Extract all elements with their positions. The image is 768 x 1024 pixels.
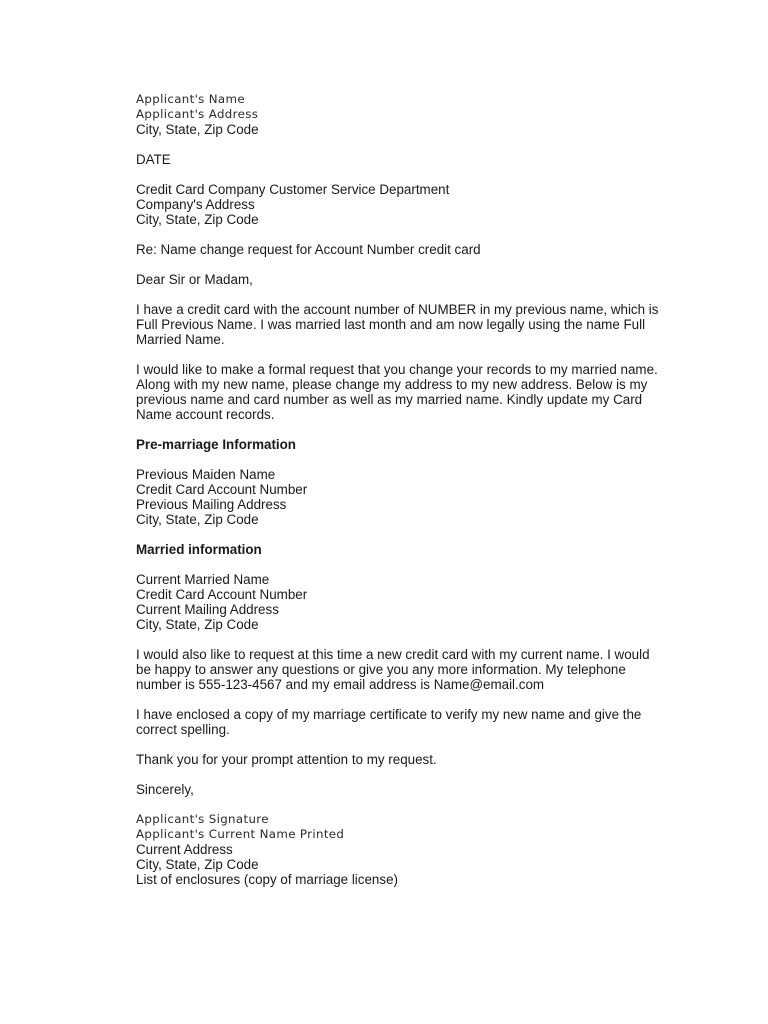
signature-city-state-zip: City, State, Zip Code [136,857,259,872]
sender-city-state-zip: City, State, Zip Code [136,122,259,137]
paragraph-line: I would like to make a formal request that you change your records to my married name. [136,362,658,377]
recipient-block [136,182,696,227]
list-item: Previous Maiden Name [136,467,276,482]
paragraph-line: previous name and card number as well as my married name. Kindly update my Card [136,392,643,407]
paragraph-line: be happy to answer any questions or give you any more information. My telephone [136,662,626,677]
paragraph-5: Thank you for your prompt attention to my request. [136,752,437,767]
signature-block [136,812,696,887]
paragraph-line: I would also like to request at this time a new credit card with my current name. I would [136,647,650,662]
paragraph-line: number is 555-123-4567 and my email address is Name@email.com [136,677,545,692]
list-item: Credit Card Account Number [136,587,308,602]
closing: Sincerely, [136,782,194,797]
pre-marriage-list [136,467,696,527]
salutation: Dear Sir or Madam, [136,272,253,287]
paragraph-line: I have enclosed a copy of my marriage certificate to verify my new name and give the [136,707,642,722]
sender-block [136,92,696,137]
paragraph-line: Married Name. [136,332,225,347]
letter-date: DATE [136,152,171,167]
paragraph-line: Full Previous Name. I was married last month and am now legally using the name Full [136,317,646,332]
sender-address: Applicant's Address [136,107,259,121]
paragraph-line: Along with my new name, please change my address to my new address. Below is my [136,377,648,392]
paragraph-4 [136,707,696,737]
list-item: Current Married Name [136,572,270,587]
list-item: Current Mailing Address [136,602,279,617]
paragraph-line: I have a credit card with the account number of NUMBER in my previous name, which is [136,302,659,317]
letter-page [136,92,696,887]
recipient-city-state-zip: City, State, Zip Code [136,212,259,227]
signature-address: Current Address [136,842,233,857]
list-item: City, State, Zip Code [136,617,259,632]
list-item: Credit Card Account Number [136,482,308,497]
printed-name: Applicant's Current Name Printed [136,827,345,841]
recipient-department: Credit Card Company Customer Service Department [136,182,450,197]
paragraph-1 [136,302,696,347]
paragraph-line: correct spelling. [136,722,230,737]
enclosures-list: List of enclosures (copy of marriage license) [136,872,398,887]
paragraph-line: Name account records. [136,407,275,422]
list-item: City, State, Zip Code [136,512,259,527]
recipient-address: Company's Address [136,197,255,212]
signature-line: Applicant's Signature [136,812,269,826]
paragraph-3 [136,647,696,692]
paragraph-2 [136,362,696,422]
subject-line: Re: Name change request for Account Number credit card [136,242,481,257]
married-heading: Married information [136,542,262,557]
list-item: Previous Mailing Address [136,497,287,512]
sender-name: Applicant's Name [136,92,245,106]
pre-marriage-heading: Pre-marriage Information [136,437,296,452]
married-list [136,572,696,632]
